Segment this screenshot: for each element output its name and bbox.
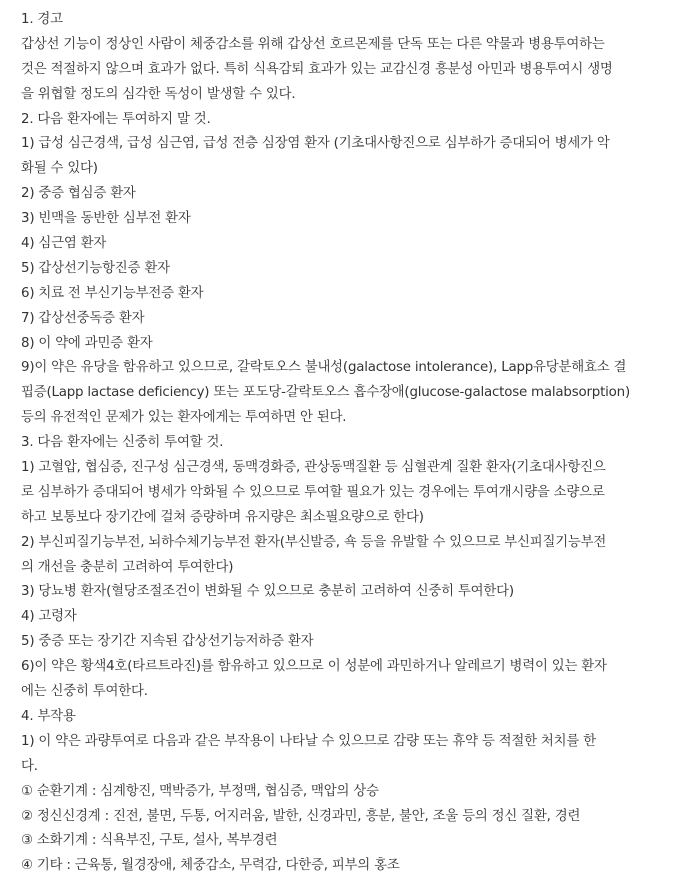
section-heading-precautions: 3. 다음 환자에는 신중히 투여할 것. — [21, 435, 224, 451]
list-item: 3) 빈맥을 동반한 심부전 환자 — [21, 211, 191, 227]
list-item: 5) 갑상선기능항진증 환자 — [21, 260, 170, 276]
list-item: 8) 이 약에 과민증 환자 — [21, 335, 153, 351]
list-item-continuation: 등의 유전적인 문제가 있는 환자에게는 투여하면 안 된다. — [21, 410, 347, 426]
list-item: 6)이 약은 황색4호(타르트라진)를 함유하고 있으므로 이 성분에 과민하거나 알레르기 병력이 있는 환자 — [21, 659, 607, 675]
list-item: ① 순환기계 : 심계항진, 맥박증가, 부정맥, 협심증, 맥압의 상승 — [21, 783, 379, 799]
list-item: 5) 중증 또는 장기간 지속된 갑상선기능저하증 환자 — [21, 634, 314, 650]
list-item-continuation: 다. — [21, 758, 38, 774]
list-item-continuation: 하고 보통보다 장기간에 걸쳐 증량하며 유지량은 최소필요량으로 한다) — [21, 509, 424, 525]
section-heading-contraindications: 2. 다음 환자에는 투여하지 말 것. — [21, 111, 211, 127]
section-heading-side-effects: 4. 부작용 — [21, 708, 76, 724]
list-item: ④ 기타 : 근육통, 월경장애, 체중감소, 무력감, 다한증, 피부의 홍조 — [21, 858, 400, 874]
list-item: 1) 고혈압, 협심증, 진구성 심근경색, 동맥경화증, 관상동맥질환 등 심혈관계 질환 환자(기초대사항진으 — [21, 460, 606, 476]
list-item: 7) 갑상선중독증 환자 — [21, 310, 145, 326]
list-item-continuation: 의 개선을 충분히 고려하여 투여한다) — [21, 559, 234, 575]
paragraph-line: 을 위협할 정도의 심각한 독성이 발생할 수 있다. — [21, 86, 296, 102]
list-item-continuation: 로 심부하가 증대되어 병세가 악화될 수 있으므로 투여할 필요가 있는 경우에는 투여개시량을 소량으로 — [21, 484, 605, 500]
list-item: 3) 당뇨병 환자(혈당조절조건이 변화될 수 있으므로 충분히 고려하여 신중히 투여한다) — [21, 584, 514, 600]
paragraph-line: 갑상선 기능이 정상인 사람이 체중감소를 위해 갑상선 호르몬제를 단독 또는 다른 약물과 병용투여하는 — [21, 36, 605, 52]
list-item-continuation: 핍증(Lapp lactase deficiency) 또는 포도당-갈락토오스 흡수장애(glucose-galactose malabsorption) — [21, 385, 630, 401]
list-item: 2) 중증 협심증 환자 — [21, 186, 136, 202]
paragraph-line: 것은 적절하지 않으며 효과가 없다. 특히 식욕감퇴 효과가 있는 교감신경 흥분성 아민과 병용투여시 생명 — [21, 61, 613, 77]
list-item: ③ 소화기계 : 식욕부진, 구토, 설사, 복부경련 — [21, 833, 278, 849]
list-item: 4) 심근염 환자 — [21, 236, 107, 252]
section-heading-warning: 1. 경고 — [21, 12, 63, 27]
list-item: ② 정신신경계 : 진전, 불면, 두통, 어지러움, 발한, 신경과민, 흥분, 불안, 조울 등의 정신 질환, 경련 — [21, 808, 581, 824]
list-item: 9)이 약은 유당을 함유하고 있으므로, 갈락토오스 불내성(galactose intolerance), Lapp유당분해효소 결 — [21, 360, 627, 376]
list-item: 6) 치료 전 부신기능부전증 환자 — [21, 285, 204, 301]
list-item-continuation: 에는 신중히 투여한다. — [21, 684, 148, 700]
list-item: 2) 부신피질기능부전, 뇌하수체기능부전 환자(부신발증, 쇽 등을 유발할 수 있으므로 부신피질기능부전 — [21, 534, 607, 550]
list-item: 1) 이 약은 과량투여로 다음과 같은 부작용이 나타날 수 있으므로 감량 또는 휴약 등 적절한 처치를 한 — [21, 733, 596, 749]
list-item: 1) 급성 심근경색, 급성 심근염, 급성 전층 심장염 환자 (기초대사항진으로 심부하가 증대되어 병세가 악 — [21, 136, 610, 152]
list-item-continuation: 화될 수 있다) — [21, 161, 98, 177]
list-item: 4) 고령자 — [21, 609, 77, 625]
